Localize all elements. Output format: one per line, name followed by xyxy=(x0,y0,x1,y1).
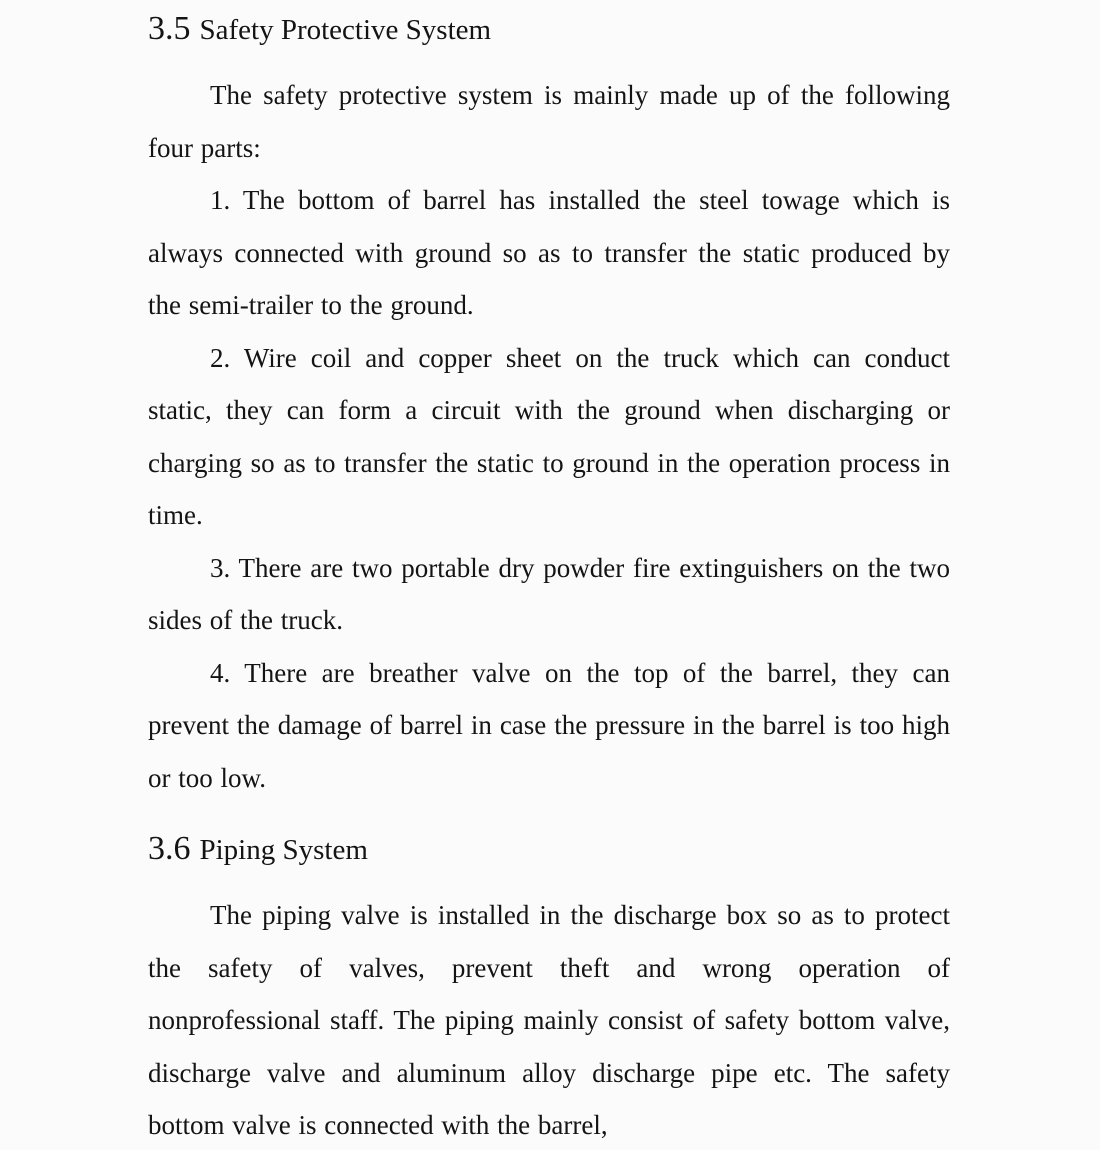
section-number: 3.5 xyxy=(148,10,191,47)
section-heading-3-5 xyxy=(148,6,950,53)
paragraph-item-1: 1. The bottom of barrel has installed the steel towage which is always connected with ground so as to transfer the static produced by the semi-trailer to the ground. xyxy=(148,185,950,320)
paragraph-item-2: 2. Wire coil and copper sheet on the truck which can conduct static, they can form a circuit with the ground when discharging or charging so as to transfer the static to ground in the operation process in time. xyxy=(148,342,950,530)
paragraph-intro: The safety protective system is mainly made up of the following four parts: xyxy=(148,80,950,163)
paragraph-piping: The piping valve is installed in the discharge box so as to protect the safety of valves, prevent theft and wrong operation of nonprofessional staff. The piping mainly consist of safety bottom valve, discharge valve and aluminum alloy discharge pipe etc. The safety bottom valve is connected with the barrel, xyxy=(148,900,950,1140)
section-title: Piping System xyxy=(199,834,368,866)
section-number: 3.6 xyxy=(148,830,191,867)
section-title: Safety Protective System xyxy=(199,14,492,46)
paragraph-item-4: 4. There are breather valve on the top of the barrel, they can prevent the damage of barrel in case the pressure in the barrel is too high or too low. xyxy=(148,657,950,793)
paragraph-item-3: 3. There are two portable dry powder fire extinguishers on the two sides of the truck. xyxy=(148,552,950,635)
section-heading-3-6 xyxy=(148,826,950,873)
